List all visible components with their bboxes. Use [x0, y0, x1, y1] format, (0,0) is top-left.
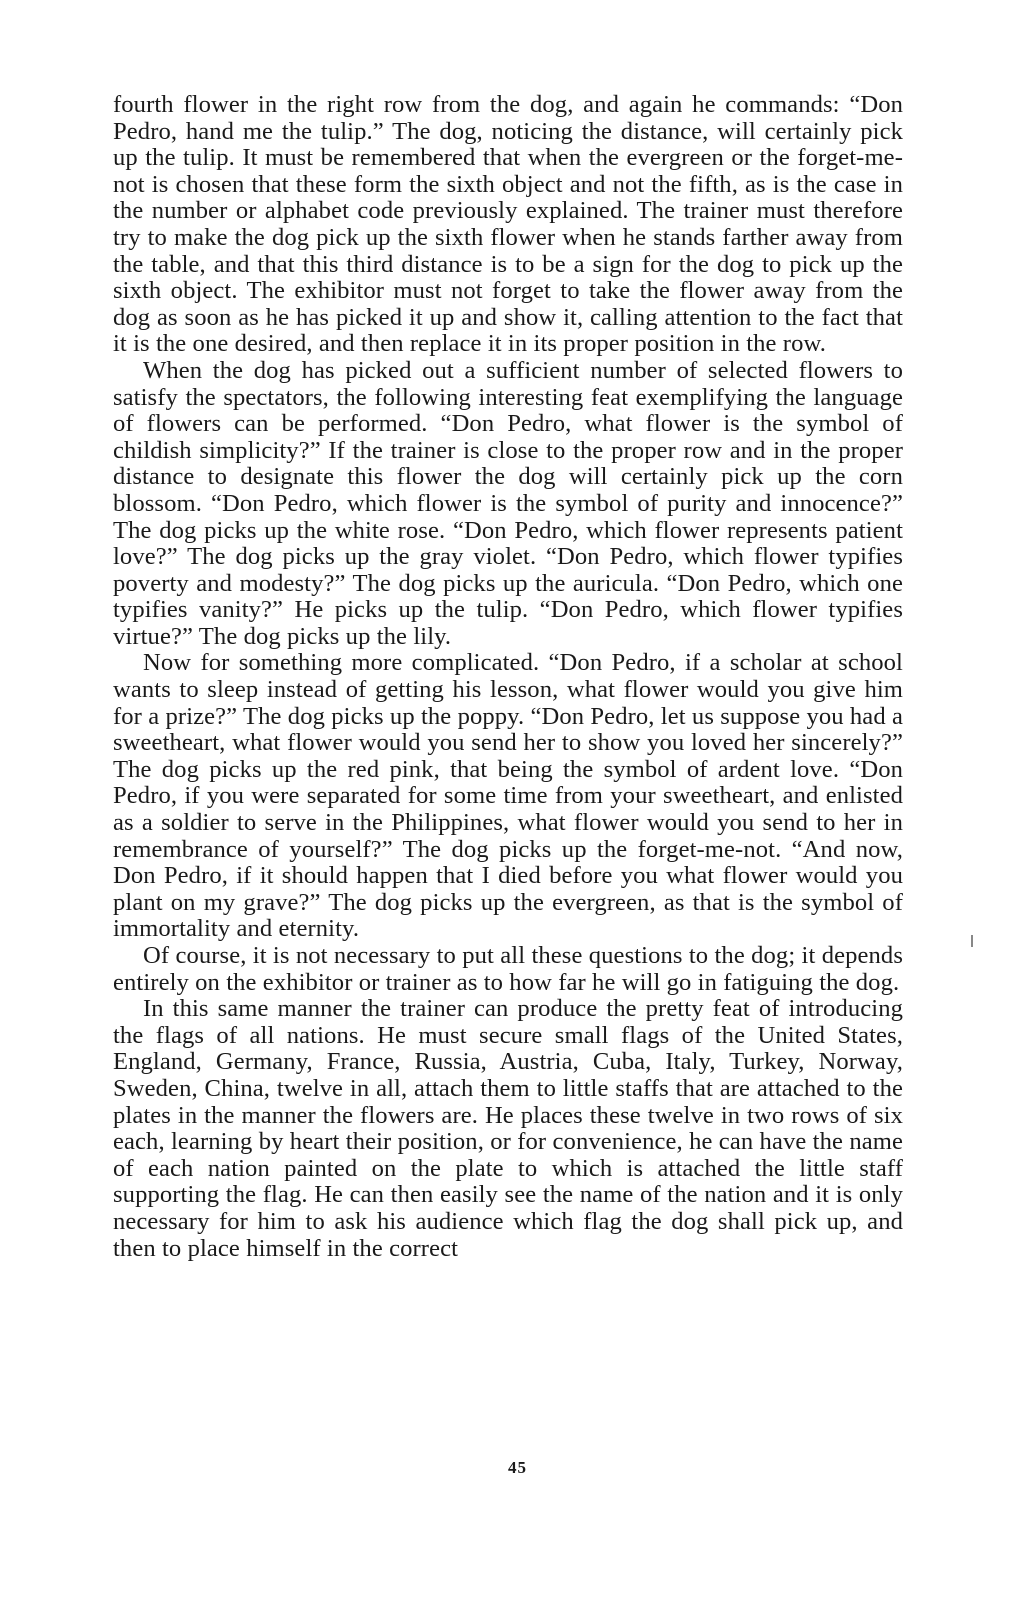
paragraph-language-of-flowers: When the dog has picked out a sufficient number of selected flowers to satisfy the spectators, the following interesting feat exemplifying the language of flowers can be performed. “Don Pedro, what flower is the symbol of childish simplicity?” If the trainer is close to the proper row and in the proper distance to designate this flower the dog will certainly pick up the corn blossom. “Don Pedro, which flower is the symbol of purity and innocence?” The dog picks up the white rose. “Don Pedro, which flower represents patient love?” The dog picks up the gray violet. “Don Pedro, which flower typifies poverty and modesty?” The dog picks up the auricula. “Don Pedro, which one typifies vanity?” He picks up the tulip. “Don Pedro, which flower typifies virtue?” The dog picks up the lily.	[113, 356, 903, 650]
page-body-text	[113, 92, 903, 1262]
page-number: 45	[508, 1458, 527, 1477]
paragraph-continued: fourth flower in the right row from the dog, and again he commands: “Don Pedro, hand me the tulip.” The dog, noticing the distance, will certainly pick up the tulip. It must be remembered that when the evergreen or the forget-me-not is chosen that these form the sixth object and not the fifth, as is the case in the number or alphabet code previously explained. The trainer must therefore try to make the dog pick up the sixth flower when he stands farther away from the table, and that this third distance is to be a sign for the dog to pick up the sixth object. The exhibitor must not forget to take the flower away from the dog as soon as he has picked it up and show it, calling attention to the fact that it is the one desired, and then replace it in its proper position in the row.	[113, 91, 903, 358]
paragraph-flags-of-nations: In this same manner the trainer can produce the pretty feat of introducing the flags of all nations. He must secure small flags of the United States, England, Germany, France, Russia, Austria, Cuba, Italy, Turkey, Norway, Sweden, China, twelve in all, attach them to little staffs that are attached to the plates in the manner the flowers are. He places these twelve in two rows of six each, learning by heart their position, or for convenience, he can have the name of each nation painted on the plate to which is attached the little staff supporting the flag. He can then easily see the name of the nation and it is only necessary for him to ask his audience which flag the dog shall pick up, and then to place himself in the correct	[113, 995, 903, 1262]
margin-mark	[971, 935, 973, 947]
paragraph-complicated-questions: Now for something more complicated. “Don Pedro, if a scholar at school wants to sleep instead of getting his lesson, what flower would you give him for a prize?” The dog picks up the poppy. “Don Pedro, let us suppose you had a sweetheart, what flower would you send her to show you loved her sincerely?” The dog picks up the red pink, that being the symbol of ardent love. “Don Pedro, if you were separated for some time from your sweetheart, and enlisted as a soldier to serve in the Philippines, what flower would you send to her in remembrance of yourself?” The dog picks up the forget-me-not. “And now, Don Pedro, if it should happen that I died before you what flower would you plant on my grave?” The dog picks up the evergreen, as that is the symbol of immortality and eternity.	[113, 649, 903, 943]
paragraph-fatiguing-dog: Of course, it is not necessary to put all these questions to the dog; it depends entirely on the exhibitor or trainer as to how far he will go in fatiguing the dog.	[113, 942, 903, 996]
